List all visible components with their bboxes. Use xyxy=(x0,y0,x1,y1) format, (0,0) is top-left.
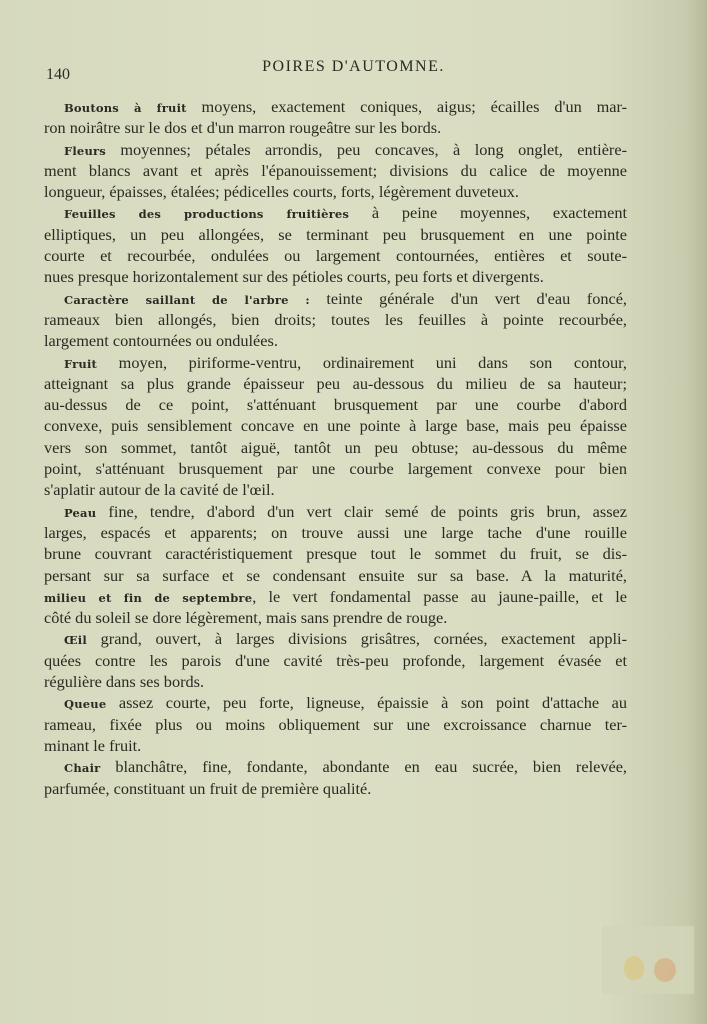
text-line: persant sur sa surface et se condensant ensuite sur sa base. A la maturité, xyxy=(44,565,627,585)
text-line: Chair blanchâtre, fine, fondante, abondante en eau sucrée, bien relevée, xyxy=(64,757,627,777)
text-line: quées contre les parois d'une cavité très-peu profonde, largement évasée et xyxy=(44,650,627,670)
pear-illustration xyxy=(602,926,694,994)
text-line: courte et recourbée, ondulées ou largement contournées, entières et soute- xyxy=(44,246,627,266)
paragraph-lead: Boutons à fruit xyxy=(64,101,187,115)
text-line: parfumée, constituant un fruit de première qualité. xyxy=(44,778,372,798)
text-line: rameaux bien allongés, bien droits; toutes les feuilles à pointe recourbée, xyxy=(44,309,627,329)
text-line: Fruit moyen, piriforme-ventru, ordinairement uni dans son contour, xyxy=(64,352,627,372)
text-line: Œil grand, ouvert, à larges divisions grisâtres, cornées, exactement appli- xyxy=(64,629,627,649)
text-line: ment blancs avant et après l'épanouissement; divisions du calice de moyenne xyxy=(44,160,627,180)
running-title: POIRES D'AUTOMNE. xyxy=(262,58,445,75)
paragraph xyxy=(44,96,627,139)
pear-shape xyxy=(654,958,676,982)
text-line: Queue assez courte, peu forte, ligneuse, épaissie à son point d'attache au xyxy=(64,693,627,713)
text-line: nues presque horizontalement sur des pétioles courts, peu forts et divergents. xyxy=(44,267,544,287)
paragraph-lead: Caractère saillant de l'arbre : xyxy=(64,292,310,307)
text-line: Boutons à fruit moyens, exactement coniques, aigus; écailles d'un mar- xyxy=(64,97,627,116)
paragraph xyxy=(44,202,627,287)
text-line: rameau, fixée plus ou moins obliquement sur une excroissance charnue ter- xyxy=(44,714,627,734)
text-line: Fleurs moyennes; pétales arrondis, peu concaves, à long onglet, entière- xyxy=(64,139,627,159)
paragraph xyxy=(44,139,627,203)
text-line: régulière dans ses bords. xyxy=(44,672,205,692)
text-line: longueur, épaisses, étalées; pédicelles courts, forts, légèrement duveteux. xyxy=(44,182,519,202)
paragraph-lead: Fruit xyxy=(64,356,98,371)
paragraph xyxy=(44,692,627,756)
paragraph xyxy=(44,352,627,501)
body-text xyxy=(44,96,627,799)
paragraph-lead: Feuilles des productions fruitières xyxy=(64,207,350,222)
paragraph-lead: Chair xyxy=(64,761,101,776)
emphasis: milieu et fin de septembre xyxy=(44,590,253,605)
text-line: s'aplatir autour de la cavité de l'œil. xyxy=(44,480,275,500)
text-line: larges, espacés et apparents; on trouve aussi une large tache d'une rouille xyxy=(44,522,627,542)
text-line: atteignant sa plus grande épaisseur peu au-dessous du milieu de sa hauteur; xyxy=(44,373,627,393)
text-line: au-dessus de ce point, s'atténuant brusquement par une courbe d'abord xyxy=(44,395,627,415)
pear-shape xyxy=(624,956,644,980)
text-line: elliptiques, un peu allongées, se terminant peu brusquement en une pointe xyxy=(44,224,627,244)
text-line: largement contournées ou ondulées. xyxy=(44,331,278,351)
text-line: convexe, puis sensiblement concave en une pointe à large base, mais peu épaisse xyxy=(44,416,627,436)
text-line: milieu et fin de septembre, le vert fondamental passe au jaune-paille, et le xyxy=(44,586,628,606)
text-line: Feuilles des productions fruitières à peine moyennes, exactement xyxy=(64,203,627,223)
text-line: côté du soleil se dore légèrement, mais sans prendre de rouge. xyxy=(44,608,448,628)
text-line: point, s'atténuant brusquement par une courbe largement convexe pour bien xyxy=(44,459,627,479)
paragraph xyxy=(44,756,627,799)
page-number: 140 xyxy=(46,66,70,83)
paragraph-lead: Fleurs xyxy=(64,143,106,158)
text-line: brune couvrant caractéristiquement presque tout le sommet du fruit, se dis- xyxy=(44,544,627,564)
paragraph xyxy=(44,501,627,629)
text-line: minant le fruit. xyxy=(44,735,142,755)
paragraph xyxy=(44,288,627,352)
text-line: Peau fine, tendre, d'abord d'un vert clair semé de points gris brun, assez xyxy=(64,501,627,521)
paragraph-lead: Queue xyxy=(64,697,107,712)
paragraph-lead: Peau xyxy=(64,505,97,520)
text-line: ron noirâtre sur le dos et d'un marron rougeâtre sur les bords. xyxy=(44,118,442,138)
text-line: vers son sommet, tantôt aiguë, tantôt un peu obtuse; au-dessous du même xyxy=(44,437,627,457)
text-line: Caractère saillant de l'arbre : teinte générale d'un vert d'eau foncé, xyxy=(64,288,628,308)
paragraph xyxy=(44,628,627,692)
paragraph-lead: Œil xyxy=(64,633,87,648)
